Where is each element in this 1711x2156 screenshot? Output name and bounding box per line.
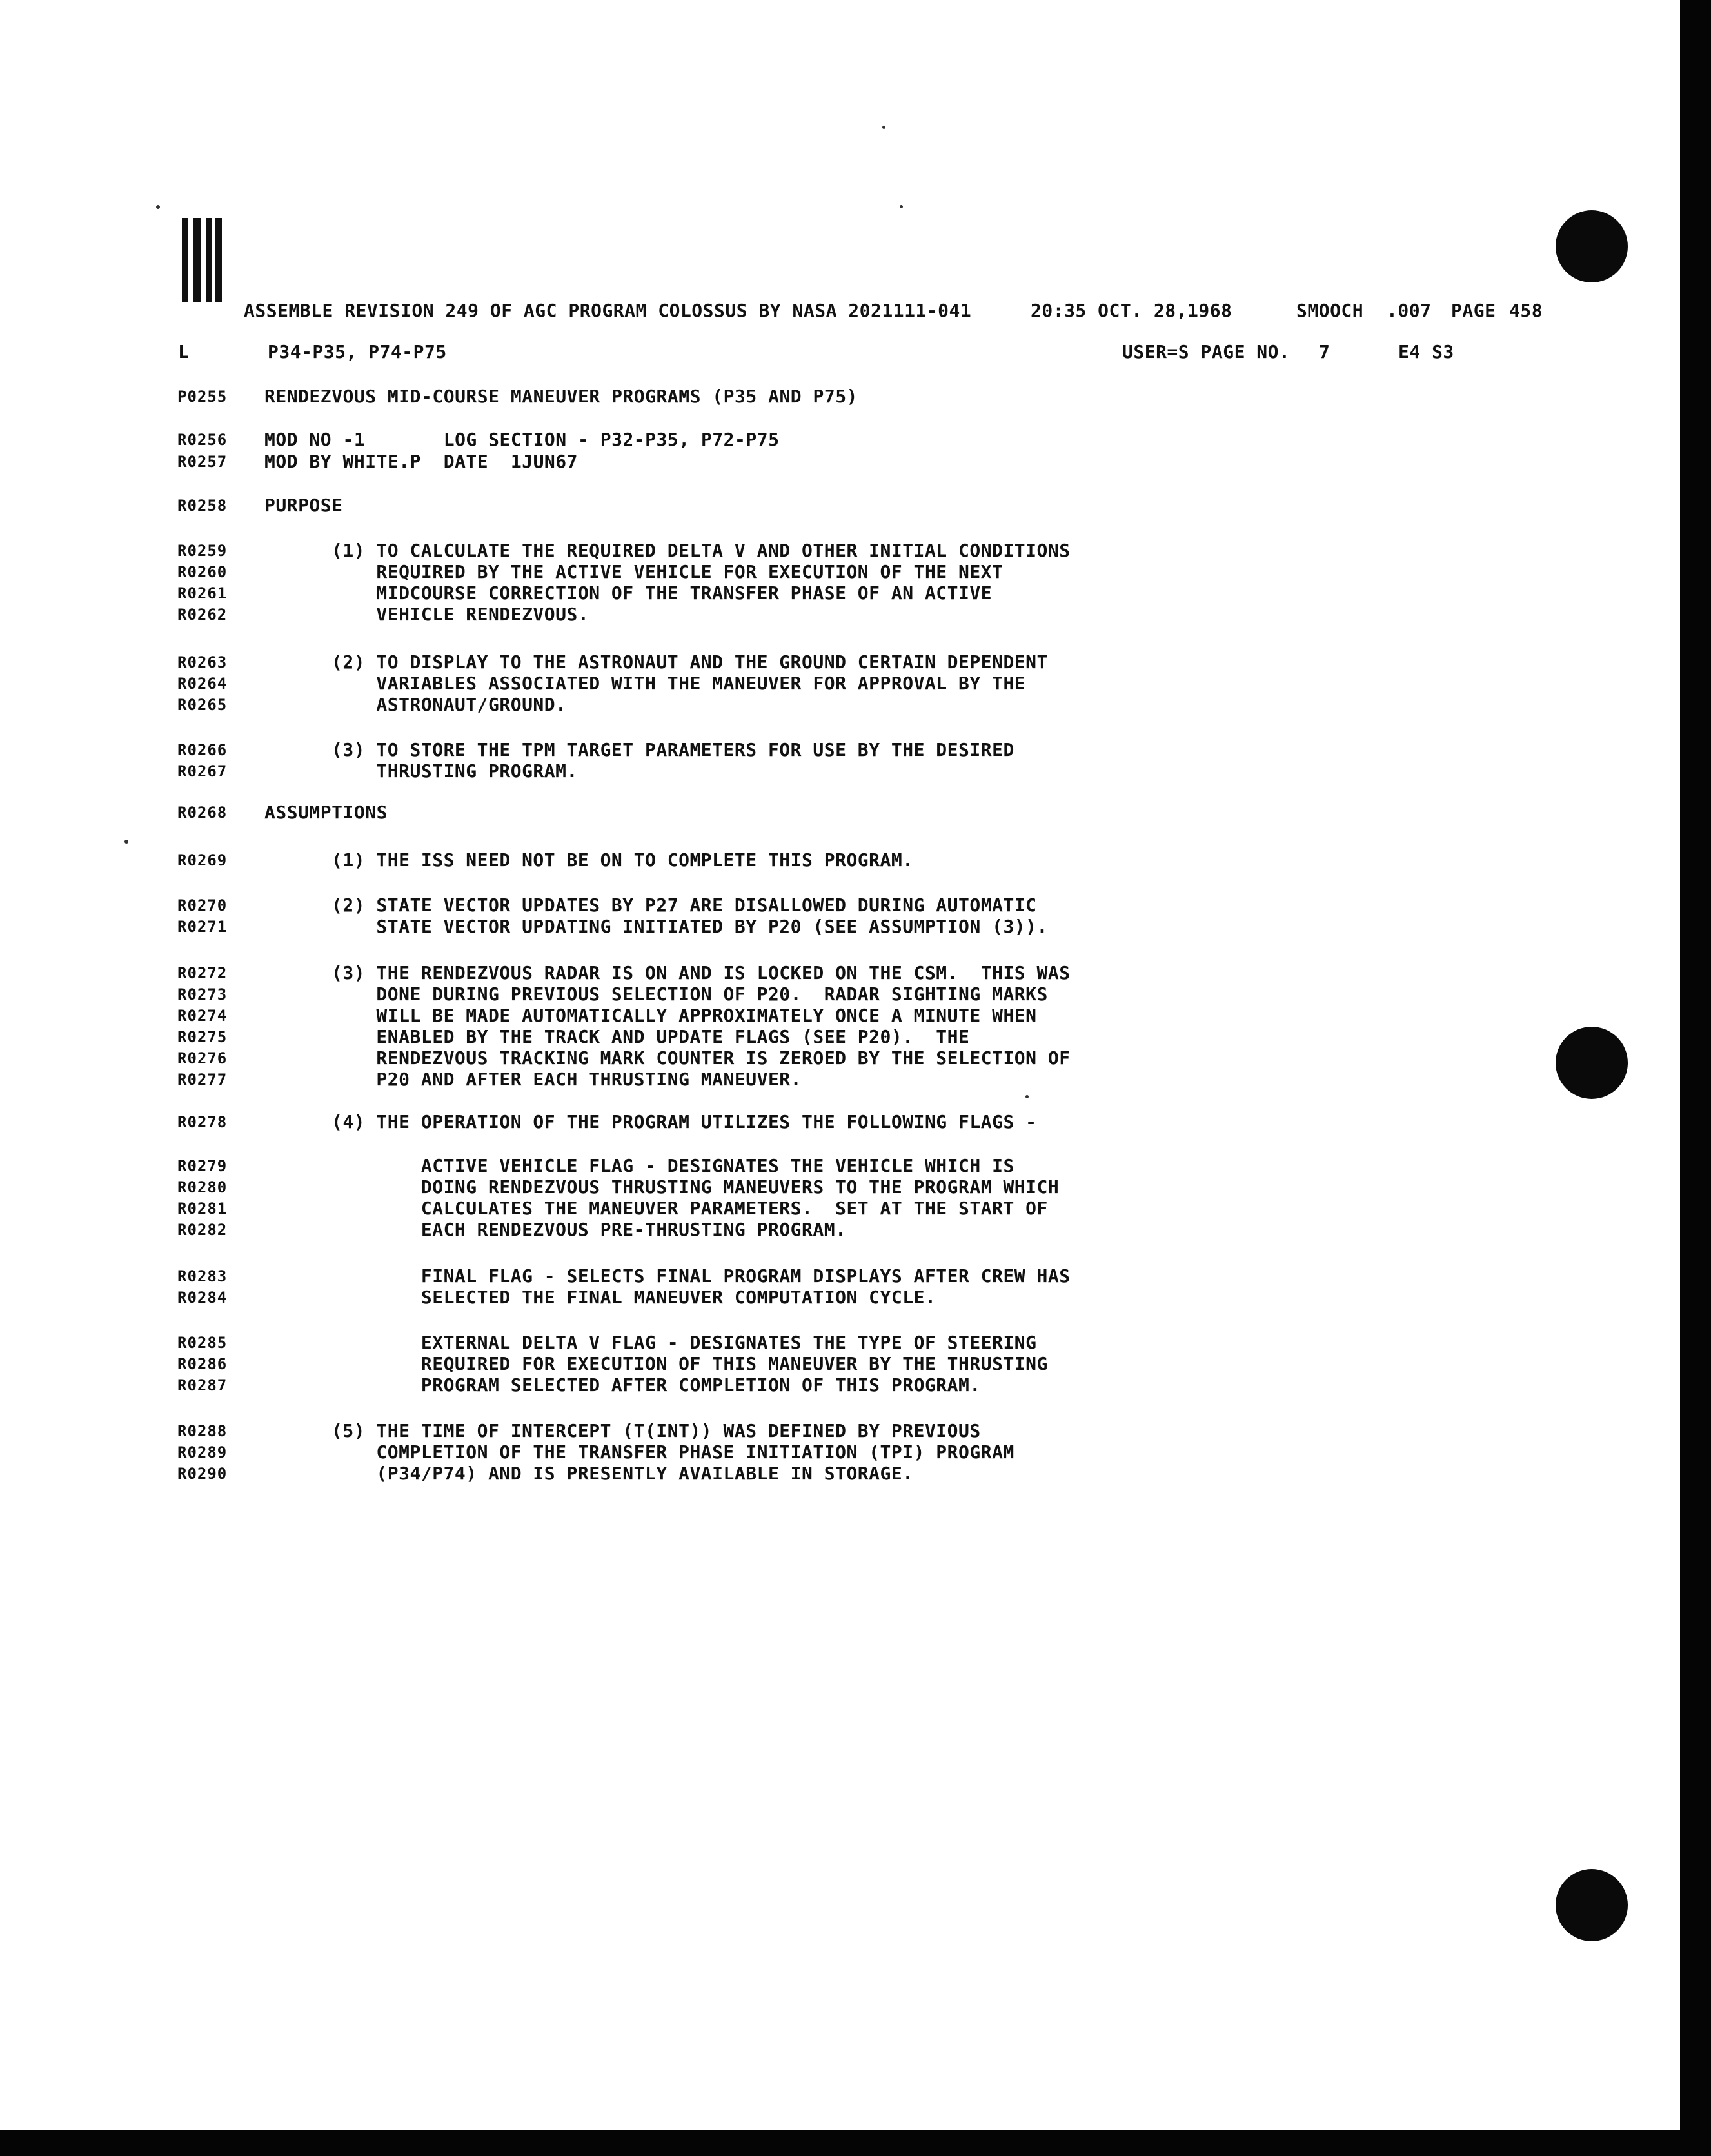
section-heading-assumptions: ASSUMPTIONS: [264, 802, 388, 823]
line-id: R0270: [177, 896, 228, 915]
header-timestamp: 20:35 OCT. 28,1968: [1031, 300, 1232, 321]
line-id: R0267: [177, 762, 228, 780]
section-heading-purpose: PURPOSE: [264, 495, 343, 516]
line-id: R0287: [177, 1376, 228, 1394]
line-id: R0289: [177, 1443, 228, 1461]
line-id: R0278: [177, 1113, 228, 1131]
punch-hole-bottom: [1556, 1869, 1628, 1941]
line-id: R0285: [177, 1334, 228, 1352]
line-text: MIDCOURSE CORRECTION OF THE TRANSFER PHASE OF AN ACTIVE: [331, 582, 993, 604]
line-id: R0258: [177, 497, 228, 515]
speck: [156, 205, 160, 209]
line-id: R0272: [177, 964, 228, 982]
line-text: (2) TO DISPLAY TO THE ASTRONAUT AND THE GROUND CERTAIN DEPENDENT: [331, 651, 1048, 673]
line-id: R0271: [177, 918, 228, 936]
line-id: R0280: [177, 1178, 228, 1196]
line-id: R0268: [177, 804, 228, 822]
header-smooch: SMOOCH: [1296, 300, 1364, 321]
line-id: R0266: [177, 741, 228, 759]
header-code: .007: [1387, 300, 1432, 321]
line-id: R0283: [177, 1267, 228, 1285]
line-id: R0265: [177, 696, 228, 714]
line-id: R0262: [177, 606, 228, 624]
line-id: R0269: [177, 851, 228, 869]
line-text: (4) THE OPERATION OF THE PROGRAM UTILIZES THE FOLLOWING FLAGS -: [331, 1111, 1037, 1132]
line-text: DONE DURING PREVIOUS SELECTION OF P20. RADAR SIGHTING MARKS: [331, 984, 1048, 1005]
line-text: (2) STATE VECTOR UPDATES BY P27 ARE DISALLOWED DURING AUTOMATIC: [331, 895, 1037, 916]
barcode-mark: [182, 218, 222, 302]
line-text: RENDEZVOUS MID-COURSE MANEUVER PROGRAMS (P35 AND P75): [264, 386, 858, 407]
l-marker: L: [178, 341, 190, 362]
line-text: RENDEZVOUS TRACKING MARK COUNTER IS ZEROED BY THE SELECTION OF: [331, 1047, 1071, 1069]
header-subtitle: P34-P35, P74-P75: [268, 341, 447, 362]
line-text: P20 AND AFTER EACH THRUSTING MANEUVER.: [331, 1069, 802, 1090]
line-id: R0288: [177, 1422, 228, 1440]
line-text: (P34/P74) AND IS PRESENTLY AVAILABLE IN STORAGE.: [331, 1463, 914, 1484]
user-page-label: USER=S PAGE NO.: [1122, 341, 1291, 362]
line-text: EACH RENDEZVOUS PRE-THRUSTING PROGRAM.: [331, 1219, 847, 1240]
line-id: R0260: [177, 563, 228, 581]
punch-hole-middle: [1556, 1027, 1628, 1099]
line-id: R0281: [177, 1200, 228, 1218]
line-id: R0273: [177, 985, 228, 1004]
scan-edge-bottom: [0, 2130, 1711, 2156]
line-id: R0274: [177, 1007, 228, 1025]
header-page-number: 458: [1509, 300, 1543, 321]
punch-hole-top: [1556, 210, 1628, 282]
line-text: THRUSTING PROGRAM.: [331, 760, 578, 782]
line-text: (1) TO CALCULATE THE REQUIRED DELTA V AND OTHER INITIAL CONDITIONS: [331, 540, 1071, 561]
line-text: (1) THE ISS NEED NOT BE ON TO COMPLETE THIS PROGRAM.: [331, 849, 914, 871]
line-text: ACTIVE VEHICLE FLAG - DESIGNATES THE VEHICLE WHICH IS: [331, 1155, 1014, 1176]
line-text: ENABLED BY THE TRACK AND UPDATE FLAGS (SEE P20). THE: [331, 1026, 970, 1047]
line-text: (3) TO STORE THE TPM TARGET PARAMETERS FOR USE BY THE DESIRED: [331, 739, 1014, 760]
header-code-2: E4 S3: [1398, 341, 1454, 362]
speck: [882, 126, 885, 129]
scan-edge-right: [1680, 0, 1711, 2156]
speck: [1025, 1095, 1029, 1098]
speck: [124, 840, 128, 844]
line-text: PROGRAM SELECTED AFTER COMPLETION OF THIS PROGRAM.: [331, 1374, 981, 1396]
line-text: (5) THE TIME OF INTERCEPT (T(INT)) WAS DEFINED BY PREVIOUS: [331, 1420, 981, 1441]
line-id: R0257: [177, 453, 228, 471]
line-text: FINAL FLAG - SELECTS FINAL PROGRAM DISPLAYS AFTER CREW HAS: [331, 1265, 1071, 1287]
line-id: R0261: [177, 584, 228, 602]
line-text: VEHICLE RENDEZVOUS.: [331, 604, 589, 625]
line-text: WILL BE MADE AUTOMATICALLY APPROXIMATELY ONCE A MINUTE WHEN: [331, 1005, 1037, 1026]
line-text: EXTERNAL DELTA V FLAG - DESIGNATES THE TYPE OF STEERING: [331, 1332, 1037, 1353]
line-id: R0256: [177, 431, 228, 449]
line-text: CALCULATES THE MANEUVER PARAMETERS. SET AT THE START OF: [331, 1198, 1048, 1219]
line-text: ASTRONAUT/GROUND.: [331, 694, 567, 715]
line-text: STATE VECTOR UPDATING INITIATED BY P20 (SEE ASSUMPTION (3)).: [331, 916, 1048, 937]
line-id: R0284: [177, 1289, 228, 1307]
user-page-number: 7: [1319, 341, 1330, 362]
speck: [900, 205, 903, 208]
line-text: SELECTED THE FINAL MANEUVER COMPUTATION CYCLE.: [331, 1287, 936, 1308]
line-id: R0276: [177, 1049, 228, 1067]
line-text: MOD NO -1 LOG SECTION - P32-P35, P72-P75: [264, 429, 780, 450]
line-id: R0264: [177, 675, 228, 693]
line-id: R0279: [177, 1157, 228, 1175]
line-id: R0263: [177, 653, 228, 671]
line-id: P0255: [177, 388, 228, 406]
line-id: R0282: [177, 1221, 228, 1239]
line-id: R0275: [177, 1028, 228, 1046]
header-page-label: PAGE: [1451, 300, 1496, 321]
line-text: DOING RENDEZVOUS THRUSTING MANEUVERS TO THE PROGRAM WHICH: [331, 1176, 1060, 1198]
line-text: VARIABLES ASSOCIATED WITH THE MANEUVER FOR APPROVAL BY THE: [331, 673, 1026, 694]
line-text: (3) THE RENDEZVOUS RADAR IS ON AND IS LOCKED ON THE CSM. THIS WAS: [331, 962, 1071, 984]
line-text: REQUIRED BY THE ACTIVE VEHICLE FOR EXECUTION OF THE NEXT: [331, 561, 1004, 582]
line-id: R0290: [177, 1465, 228, 1483]
header-title: ASSEMBLE REVISION 249 OF AGC PROGRAM COLOSSUS BY NASA 2021111-041: [244, 300, 972, 321]
line-text: MOD BY WHITE.P DATE 1JUN67: [264, 451, 579, 472]
line-id: R0277: [177, 1071, 228, 1089]
line-id: R0286: [177, 1355, 228, 1373]
line-text: COMPLETION OF THE TRANSFER PHASE INITIATION (TPI) PROGRAM: [331, 1441, 1014, 1463]
line-text: REQUIRED FOR EXECUTION OF THIS MANEUVER BY THE THRUSTING: [331, 1353, 1048, 1374]
line-id: R0259: [177, 542, 228, 560]
